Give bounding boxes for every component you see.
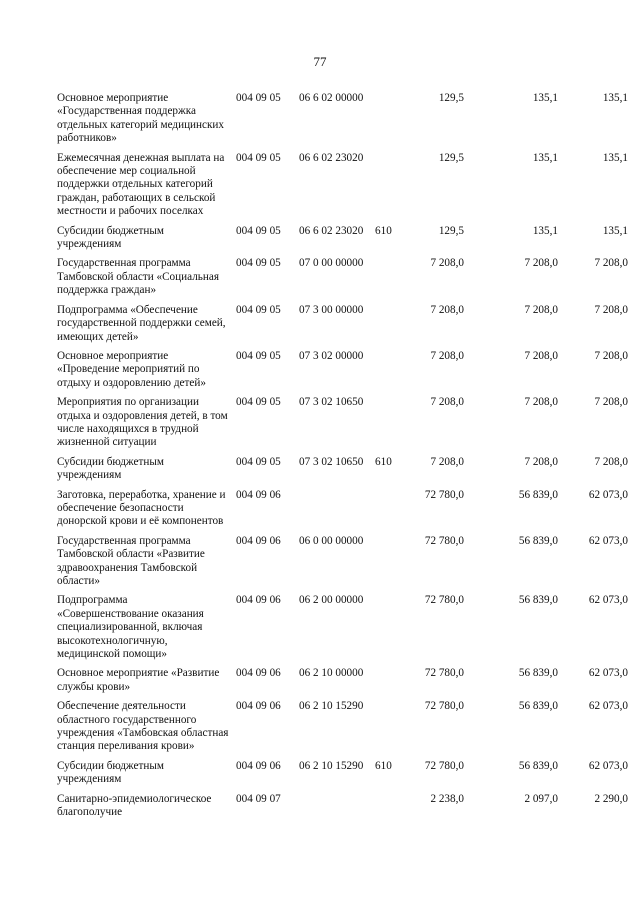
row-codes: 004 09 05	[236, 455, 281, 468]
table-row	[57, 92, 628, 152]
row-target-article: 07 3 02 10650	[299, 396, 364, 409]
row-amount-year-3: 135,1	[602, 224, 628, 237]
row-expense-type: 610	[375, 759, 392, 772]
row-expense-type	[375, 793, 407, 820]
row-amount-year-3: 7 208,0	[594, 396, 628, 409]
row-amount-year-3: 135,1	[602, 151, 628, 164]
row-amount-year-3: 7 208,0	[594, 257, 628, 270]
row-target-article: 06 6 02 00000	[299, 92, 364, 104]
row-expense-type	[375, 257, 407, 297]
row-name: Субсидии бюджетным учреждениям	[57, 759, 164, 786]
row-amount-year-3: 62 073,0	[588, 594, 628, 607]
row-expense-type	[375, 489, 407, 529]
row-codes: 004 09 06	[236, 534, 281, 547]
table-row	[57, 594, 628, 667]
row-amount-year-1: 72 780,0	[424, 594, 464, 607]
row-codes: 004 09 05	[236, 396, 281, 409]
row-amount-year-2: 56 839,0	[518, 759, 558, 772]
row-name: Заготовка, переработка, хранение и обеспечение безопасности донорской крови и её компонентов	[57, 488, 226, 528]
row-target-article: 07 3 02 00000	[299, 349, 364, 362]
row-target-article	[297, 489, 375, 529]
row-amount-year-1: 72 780,0	[424, 488, 464, 501]
table-row	[57, 151, 628, 225]
row-expense-type	[375, 700, 407, 754]
row-amount-year-1: 7 208,0	[430, 349, 464, 362]
row-target-article: 06 2 10 15290	[299, 700, 364, 713]
row-amount-year-3: 62 073,0	[588, 534, 628, 547]
row-amount-year-3: 62 073,0	[588, 488, 628, 501]
row-name: Мероприятия по организации отдыха и оздоровления детей, в том числе находящихся в трудной жизненной ситуации	[57, 396, 228, 449]
table-row	[57, 488, 628, 535]
row-amount-year-1: 7 208,0	[430, 303, 464, 316]
row-amount-year-2: 56 839,0	[518, 594, 558, 607]
row-amount-year-3: 62 073,0	[588, 700, 628, 713]
page-number: 77	[313, 54, 327, 69]
row-amount-year-3: 62 073,0	[588, 759, 628, 772]
table-row	[57, 303, 628, 350]
row-target-article: 06 2 10 15290	[299, 759, 364, 772]
row-expense-type	[375, 535, 407, 589]
row-amount-year-2: 2 097,0	[524, 792, 558, 805]
row-name: Подпрограмма «Совершенствование оказания специализированной, включая высокотехнологичную, медицинской помощи»	[57, 594, 204, 661]
table-row	[57, 455, 628, 489]
row-target-article: 07 0 00 00000	[299, 257, 364, 270]
row-name: Подпрограмма «Обеспечение государственной поддержки семей, имеющих детей»	[57, 303, 226, 343]
row-amount-year-1: 72 780,0	[424, 534, 464, 547]
row-expense-type	[375, 396, 407, 450]
row-codes: 004 09 07	[236, 792, 281, 805]
row-amount-year-3: 7 208,0	[594, 349, 628, 362]
row-name: Обеспечение деятельности областного государственного учреждения «Тамбовская областная станция переливания крови»	[57, 700, 229, 753]
row-amount-year-3: 7 208,0	[594, 303, 628, 316]
row-amount-year-1: 7 208,0	[430, 257, 464, 270]
row-codes: 004 09 05	[236, 349, 281, 362]
row-amount-year-2: 135,1	[532, 151, 558, 164]
row-expense-type: 610	[375, 224, 392, 237]
row-amount-year-1: 129,5	[438, 224, 464, 237]
row-amount-year-1: 7 208,0	[430, 396, 464, 409]
table-row	[57, 396, 628, 456]
row-target-article: 06 0 00 00000	[299, 534, 364, 547]
row-amount-year-3: 62 073,0	[588, 667, 628, 680]
row-expense-type	[375, 594, 407, 661]
row-name: Ежемесячная денежная выплата на обеспечение мер социальной поддержки отдельных категорий граждан, работающих в сельской местности и рабочих поселках	[57, 151, 225, 218]
row-target-article: 06 6 02 23020	[299, 151, 364, 164]
row-amount-year-1: 7 208,0	[430, 455, 464, 468]
row-amount-year-2: 7 208,0	[524, 349, 558, 362]
row-target-article: 07 3 00 00000	[299, 303, 364, 316]
row-codes: 004 09 05	[236, 224, 281, 237]
row-name: Субсидии бюджетным учреждениям	[57, 224, 164, 251]
row-amount-year-3: 135,1	[602, 92, 628, 104]
table-row	[57, 700, 628, 760]
row-amount-year-2: 56 839,0	[518, 700, 558, 713]
row-name: Основное мероприятие «Государственная поддержка отдельных категорий медицинских работников»	[57, 92, 225, 145]
row-amount-year-2: 7 208,0	[524, 396, 558, 409]
row-name: Субсидии бюджетным учреждениям	[57, 455, 164, 482]
row-expense-type	[375, 667, 407, 694]
row-amount-year-1: 129,5	[438, 92, 464, 104]
row-amount-year-1: 72 780,0	[424, 667, 464, 680]
row-target-article: 06 2 10 00000	[299, 667, 364, 680]
row-target-article	[297, 793, 375, 820]
row-amount-year-2: 56 839,0	[518, 667, 558, 680]
table-row	[57, 792, 628, 826]
row-amount-year-2: 7 208,0	[524, 303, 558, 316]
row-target-article: 07 3 02 10650	[299, 455, 364, 468]
row-amount-year-1: 72 780,0	[424, 759, 464, 772]
row-codes: 004 09 06	[236, 667, 281, 680]
table-row	[57, 349, 628, 396]
table-row	[57, 667, 628, 700]
table-row	[57, 534, 628, 595]
row-name: Государственная программа Тамбовской области «Социальная поддержка граждан»	[57, 257, 219, 297]
row-codes: 004 09 05	[236, 92, 281, 104]
row-expense-type	[375, 152, 407, 219]
row-amount-year-3: 2 290,0	[594, 792, 628, 805]
row-amount-year-2: 7 208,0	[524, 455, 558, 468]
row-amount-year-2: 135,1	[532, 92, 558, 104]
row-amount-year-3: 7 208,0	[594, 455, 628, 468]
row-name: Государственная программа Тамбовской области «Развитие здравоохранения Тамбовской области»	[57, 534, 205, 587]
table-row	[57, 759, 628, 793]
row-expense-type	[375, 350, 407, 390]
row-amount-year-2: 7 208,0	[524, 257, 558, 270]
row-codes: 004 09 06	[236, 759, 281, 772]
row-target-article: 06 6 02 23020	[299, 224, 364, 237]
row-codes: 004 09 05	[236, 257, 281, 270]
row-amount-year-1: 72 780,0	[424, 700, 464, 713]
row-amount-year-2: 56 839,0	[518, 488, 558, 501]
row-codes: 004 09 06	[236, 594, 281, 607]
row-name: Основное мероприятие «Развитие службы крови»	[57, 667, 220, 693]
row-amount-year-1: 129,5	[438, 151, 464, 164]
table-row	[57, 224, 628, 258]
row-amount-year-2: 56 839,0	[518, 534, 558, 547]
row-codes: 004 09 05	[236, 303, 281, 316]
row-name: Основное мероприятие «Проведение мероприятий по отдыху и оздоровлению детей»	[57, 349, 206, 389]
row-codes: 004 09 05	[236, 151, 281, 164]
row-amount-year-2: 135,1	[532, 224, 558, 237]
row-amount-year-1: 2 238,0	[430, 792, 464, 805]
row-codes: 004 09 06	[236, 700, 281, 713]
table-row	[57, 257, 628, 303]
row-codes: 004 09 06	[236, 488, 281, 501]
row-expense-type	[375, 92, 407, 146]
row-target-article: 06 2 00 00000	[299, 594, 364, 607]
row-expense-type	[375, 304, 407, 344]
budget-table	[57, 92, 628, 826]
row-expense-type: 610	[375, 455, 392, 468]
row-name: Санитарно-эпидемиологическое благополучие	[57, 792, 212, 819]
